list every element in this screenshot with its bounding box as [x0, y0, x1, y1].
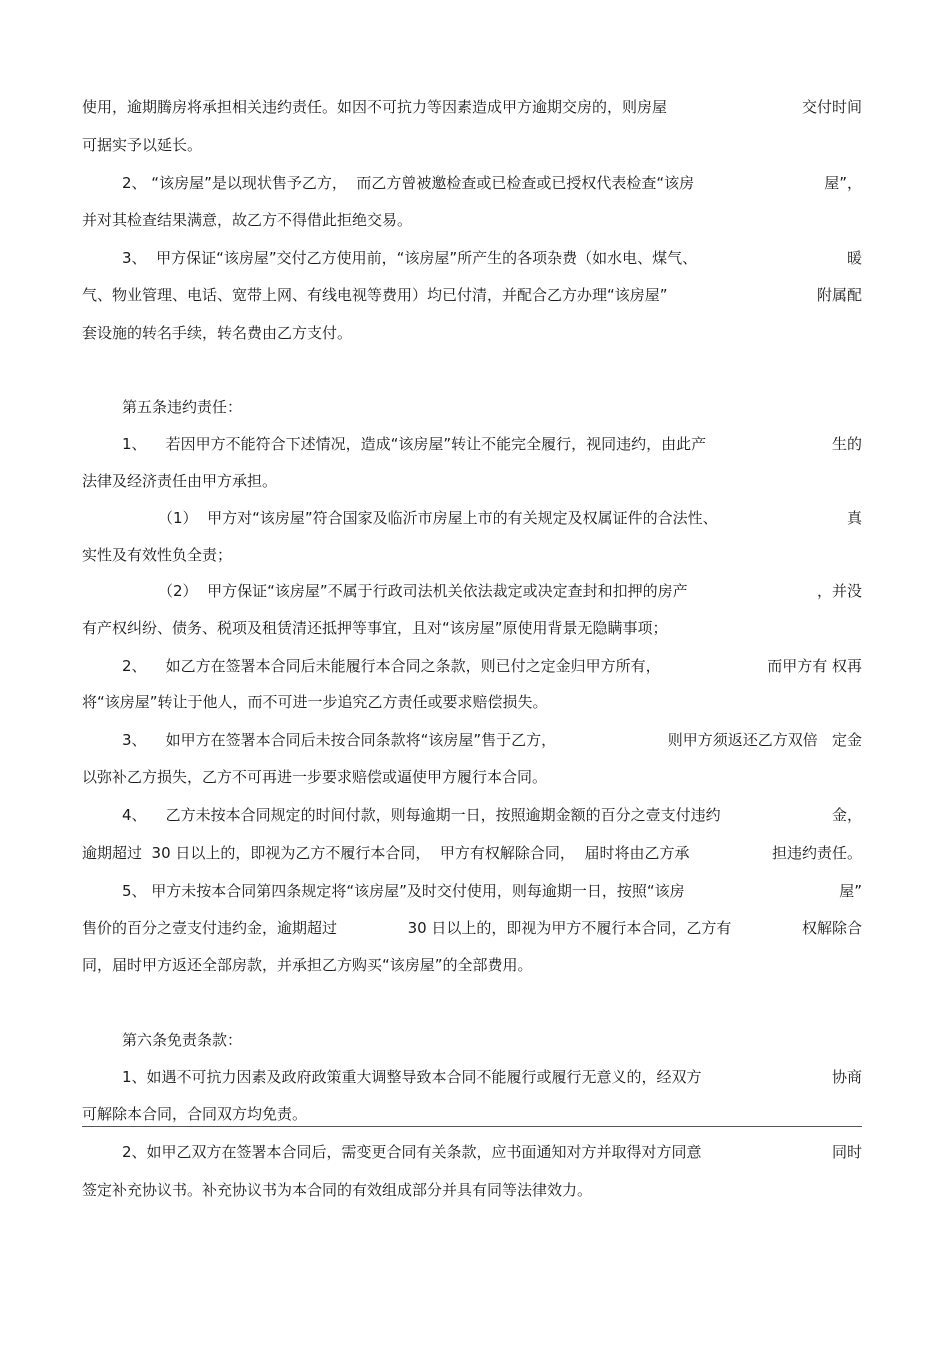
text-line: 有产权纠纷、债务、税项及租赁清还抵押等事宜，且对“该房屋”原使用背景无隐瞒事项；	[82, 619, 668, 637]
text-line	[82, 842, 862, 864]
text-line: 可解除本合同，合同双方均免责。	[82, 1105, 308, 1123]
text-segment: 4、 乙方未按本合同规定的时间付款，则每逾期一日，按照逾期金额的百分之壹支付违约	[122, 806, 721, 824]
text-segment: 使用，逾期腾房将承担相关违约责任。如因不可抗力等因素造成甲方逾期交房的，则房屋	[82, 98, 668, 116]
text-line	[82, 917, 862, 939]
text-segment: 协商	[831, 1068, 862, 1086]
text-segment: （2） 甲方保证“该房屋”不属于行政司法机关依法裁定或决定查封和扣押的房产	[158, 582, 688, 600]
text-segment: 同时	[831, 1143, 862, 1161]
text-line: 并对其检查结果满意，故乙方不得借此拒绝交易。	[82, 211, 413, 229]
text-segment: 生的	[831, 435, 862, 453]
text-segment: 屋”，	[824, 174, 862, 192]
text-segment: 5、 甲方未按本合同第四条规定将“该房屋”及时交付使用，则每逾期一日，按照“该房	[122, 882, 685, 900]
text-line	[158, 580, 862, 602]
text-segment: 真	[846, 509, 862, 527]
text-line: 可据实予以延长。	[82, 136, 203, 154]
article-heading: 第六条免责条款：	[122, 1031, 243, 1049]
text-segment: 附属配	[816, 286, 862, 304]
text-segment: 暖	[846, 249, 862, 267]
text-line: 将“该房屋”转让于他人，而不可进一步追究乙方责任或要求赔偿损失。	[82, 693, 548, 711]
text-line	[122, 655, 862, 677]
text-segment: 金，	[831, 806, 862, 824]
text-segment: 而甲方有 权再	[767, 657, 862, 675]
text-segment: 30 日以上的，即视为甲方不履行本合同，乙方有	[407, 919, 732, 937]
text-segment: 1、 若因甲方不能符合下述情况，造成“该房屋”转让不能完全履行，视同违约，由此产	[122, 435, 707, 453]
text-line	[82, 96, 862, 118]
horizontal-rule	[82, 1126, 862, 1127]
text-line	[122, 729, 862, 751]
text-line: 签定补充协议书。补充协议书为本合同的有效组成部分并具有同等法律效力。	[82, 1181, 593, 1199]
text-line	[122, 172, 862, 194]
text-segment: 屋”	[839, 882, 862, 900]
text-line	[122, 247, 862, 269]
text-segment: 气、物业管理、电话、宽带上网、有线电视等费用）均已付清，并配合乙方办理“该房屋”	[82, 286, 668, 304]
text-segment: 售价的百分之壹支付违约金，逾期超过	[82, 919, 338, 937]
text-segment: （1） 甲方对“该房屋”符合国家及临沂市房屋上市的有关规定及权属证件的合法性、	[158, 509, 718, 527]
text-line	[122, 1066, 862, 1088]
text-segment: 则甲方须返还乙方双倍 定金	[667, 731, 862, 749]
text-segment: ，并没	[816, 582, 862, 600]
text-line	[82, 284, 862, 306]
text-segment: 3、 如甲方在签署本合同后未按合同条款将“该房屋”售于乙方，	[122, 731, 557, 749]
text-line: 套设施的转名手续，转名费由乙方支付。	[82, 324, 353, 342]
text-segment: 1、如遇不可抗力因素及政府政策重大调整导致本合同不能履行或履行无意义的，经双方	[122, 1068, 702, 1086]
text-segment: 交付时间	[801, 98, 862, 116]
text-line	[158, 507, 862, 529]
text-line	[122, 433, 862, 455]
article-heading: 第五条违约责任：	[122, 398, 243, 416]
text-segment: 2、如甲乙双方在签署本合同后，需变更合同有关条款，应书面通知对方并取得对方同意	[122, 1143, 702, 1161]
text-line: 实性及有效性负全责；	[82, 546, 233, 564]
text-segment: 2、 “该房屋”是以现状售予乙方， 而乙方曾被邀检查或已检查或已授权代表检查“该房	[122, 174, 695, 192]
text-segment: 逾期超过 30 日以上的，即视为乙方不履行本合同， 甲方有权解除合同， 届时将由乙方承	[82, 844, 690, 862]
text-segment: 担违约责任。	[771, 844, 862, 862]
text-line: 法律及经济责任由甲方承担。	[82, 472, 278, 490]
text-line	[122, 804, 862, 826]
text-line	[122, 1141, 862, 1163]
text-line: 以弥补乙方损失，乙方不可再进一步要求赔偿或逼使甲方履行本合同。	[82, 768, 548, 786]
text-segment: 3、 甲方保证“该房屋”交付乙方使用前，“该房屋”所产生的各项杂费（如水电、煤气、	[122, 249, 698, 267]
text-segment: 权解除合	[801, 919, 862, 937]
text-line: 同，届时甲方返还全部房款，并承担乙方购买“该房屋”的全部费用。	[82, 956, 533, 974]
text-line	[122, 880, 862, 902]
text-segment: 2、 如乙方在签署本合同后未能履行本合同之条款，则已付之定金归甲方所有，	[122, 657, 661, 675]
